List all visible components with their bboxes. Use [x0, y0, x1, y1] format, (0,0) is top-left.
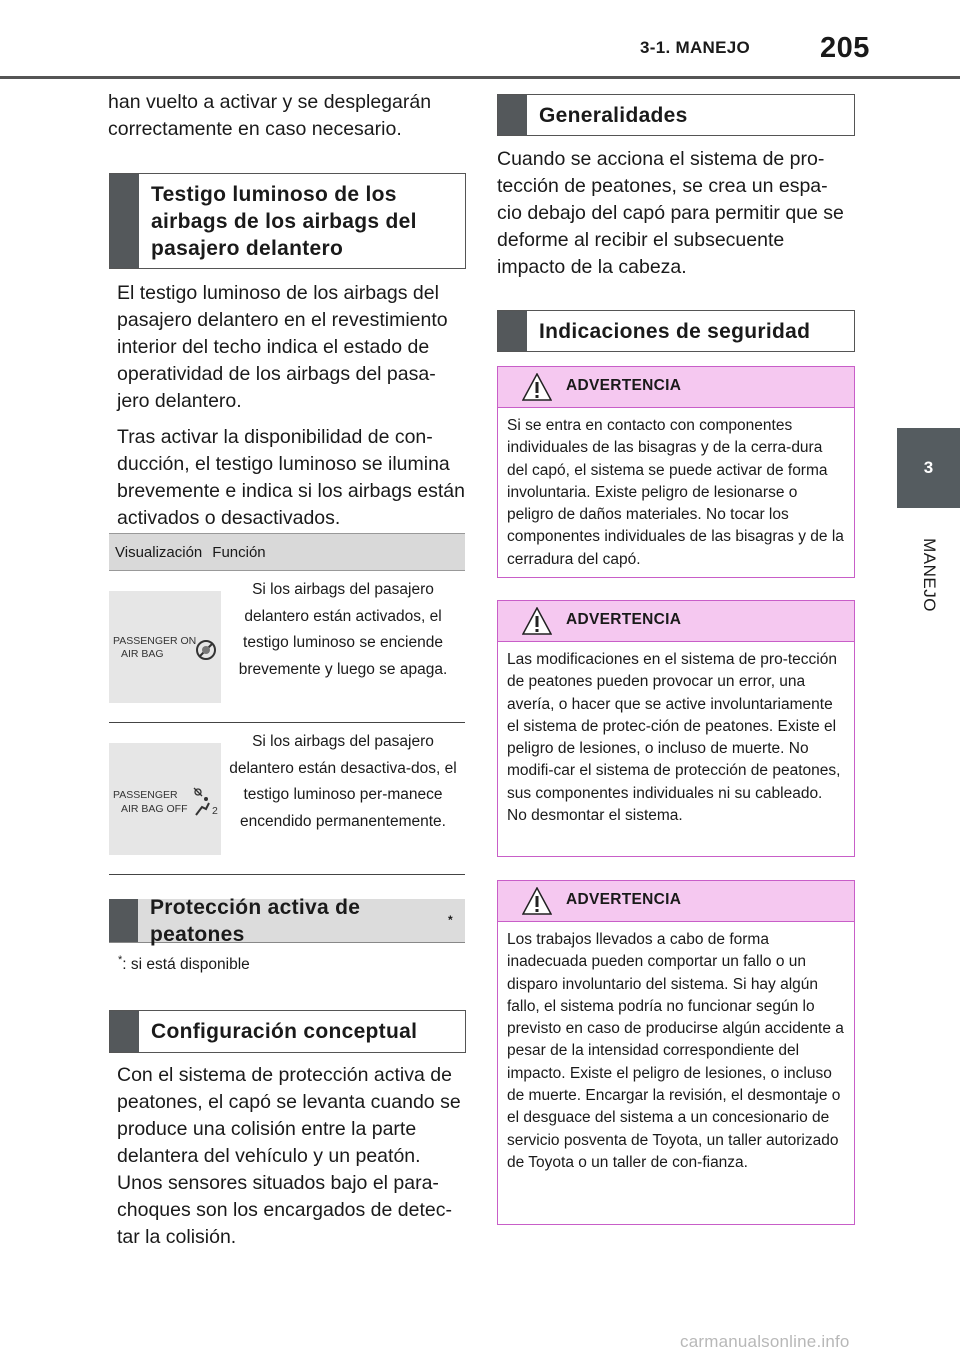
- watermark: carmanualsonline.info: [680, 1332, 850, 1351]
- warning-box: [497, 600, 855, 857]
- indicator-label: PASSENGER: [113, 788, 178, 801]
- warning-triangle-icon: [522, 607, 552, 635]
- indicator-table: [109, 533, 465, 875]
- chapter-tab: 3: [897, 428, 960, 508]
- heading-airbag-indicator: [109, 173, 466, 269]
- intro-paragraph: [108, 89, 468, 143]
- heading-text: Configuración conceptual: [151, 1020, 418, 1043]
- table-row: [109, 571, 465, 723]
- indicator-label: PASSENGER ON: [113, 634, 197, 647]
- heading-text: Testigo luminoso de los airbags de los airbags del pasajero delantero: [151, 182, 417, 260]
- heading-pedestrian-protection: [109, 895, 465, 946]
- heading-accent-bar: [498, 95, 527, 135]
- table-row: [109, 723, 465, 875]
- warning-box: [497, 880, 855, 1225]
- function-text: Si los airbags del pasajero delantero están desactiva-dos, el testigo luminoso per-manece encendido permanentemente.: [229, 733, 457, 830]
- footnote-mark: *: [118, 954, 123, 966]
- intro-text: han vuelto a activar y se desplegarán correctamente en caso necesario.: [108, 91, 432, 140]
- warning-text: Las modificaciones en el sistema de pro-tección de peatones pueden provocar un error, una avería, o hacer que se active involuntariamente el sistema de protec-ción de peatones. Existe el peligro de lesiones, o incluso de muerte. No modifi-car el sistema de protección de peatones, sus componentes individuales ni su cableado. No desmontar el sistema.: [507, 651, 841, 825]
- heading-asterisk: *: [448, 913, 453, 927]
- indicator-label: AIR BAG OFF: [121, 802, 188, 815]
- airbag-disabled-icon: [195, 639, 217, 661]
- passenger-airbag-off-indicator: [109, 743, 221, 855]
- indicator-image-cell: [109, 723, 221, 874]
- warning-triangle-icon: [522, 887, 552, 915]
- warning-text: Si se entra en contacto con componentes individuales de las bisagras y de la cerra-dura del capó, el sistema se puede activar de forma involuntaria. Existe peligro de lesionarse o peligro de daños materiales. No tocar los componentes individuales de las bisagras y de la cerradura del capó.: [507, 417, 844, 568]
- warning-box: [497, 366, 855, 578]
- footnote-text: : si está disponible: [122, 956, 250, 974]
- heading-concept: [109, 1010, 466, 1053]
- heading-text: Protección activa de peatones: [150, 895, 361, 946]
- page-number: 205: [820, 32, 870, 64]
- indicator-label: AIR BAG: [121, 647, 164, 660]
- indicator-number: 2: [212, 804, 218, 817]
- header-rule: [0, 76, 960, 79]
- passenger-airbag-on-indicator: [109, 591, 221, 703]
- paragraph: El testigo luminoso de los airbags del pasajero delantero en el revestimiento interior del techo indica el estado de operatividad de los airbags del pasa-jero delantero.: [117, 282, 448, 412]
- heading-text: Indicaciones de seguridad: [539, 319, 811, 343]
- paragraph: Cuando se acciona el sistema de pro-tección de peatones, se crea un espa-cio debajo del capó para permitir que se deforme al recibir el subsecuente impacto de la cabeza.: [497, 148, 844, 278]
- warning-text: Los trabajos llevados a cabo de forma inadecuada pueden comportar un fallo o un disparo involuntario del sistema. Si hay algún fallo, el sistema podría no funcionar según lo previsto en caso de producirse algún accidente a pesar de la intensidad correspondiente del impacto. Existe el peligro de lesiones, o incluso de muerte. Encargar la revisión, el desmontaje o el desguace del sistema a un concesionario de servicio posventa de Toyota, un taller autorizado de Toyota o un taller de con-fianza.: [507, 931, 844, 1171]
- heading-accent-bar: [110, 1011, 139, 1052]
- heading-text-wrap: [138, 895, 465, 946]
- heading-safety: [497, 310, 855, 352]
- warning-label: ADVERTENCIA: [566, 377, 682, 394]
- warning-header: [498, 881, 854, 922]
- warning-label: ADVERTENCIA: [566, 891, 682, 908]
- heading-general: [497, 94, 855, 136]
- warning-triangle-icon: [522, 373, 552, 401]
- function-text: Si los airbags del pasajero delantero están activados, el testigo luminoso se enciende brevemente y luego se apaga.: [238, 581, 448, 678]
- column-header-function: Función: [212, 543, 266, 561]
- section-title: 3-1. MANEJO: [640, 38, 751, 57]
- paragraph: Tras activar la disponibilidad de con-ducción, el testigo luminoso se ilumina brevemente e indica si los airbags están activados o desactivados.: [117, 426, 465, 529]
- warning-header: [498, 601, 854, 642]
- paragraph: Con el sistema de protección activa de peatones, el capó se levanta cuando se produce una colisión entre la parte delantera del vehículo y un peatón. Unos sensores situados bajo el para-choques son los encargados de detec-tar la colisión.: [117, 1064, 461, 1248]
- footnote: [118, 954, 250, 974]
- airbag-description: [117, 280, 467, 532]
- heading-text: Generalidades: [539, 103, 688, 127]
- table-header: [109, 533, 465, 571]
- concept-paragraph: [117, 1062, 467, 1251]
- heading-accent-bar: [110, 174, 139, 268]
- chapter-label: [897, 515, 960, 635]
- chapter-label-text: MANEJO: [919, 538, 939, 612]
- warning-header: [498, 367, 854, 408]
- indicator-image-cell: [109, 571, 221, 722]
- heading-accent-bar: [109, 899, 138, 942]
- heading-accent-bar: [498, 311, 527, 351]
- column-header-display: Visualización: [115, 543, 203, 561]
- general-paragraph: [497, 146, 847, 281]
- warning-label: ADVERTENCIA: [566, 611, 682, 628]
